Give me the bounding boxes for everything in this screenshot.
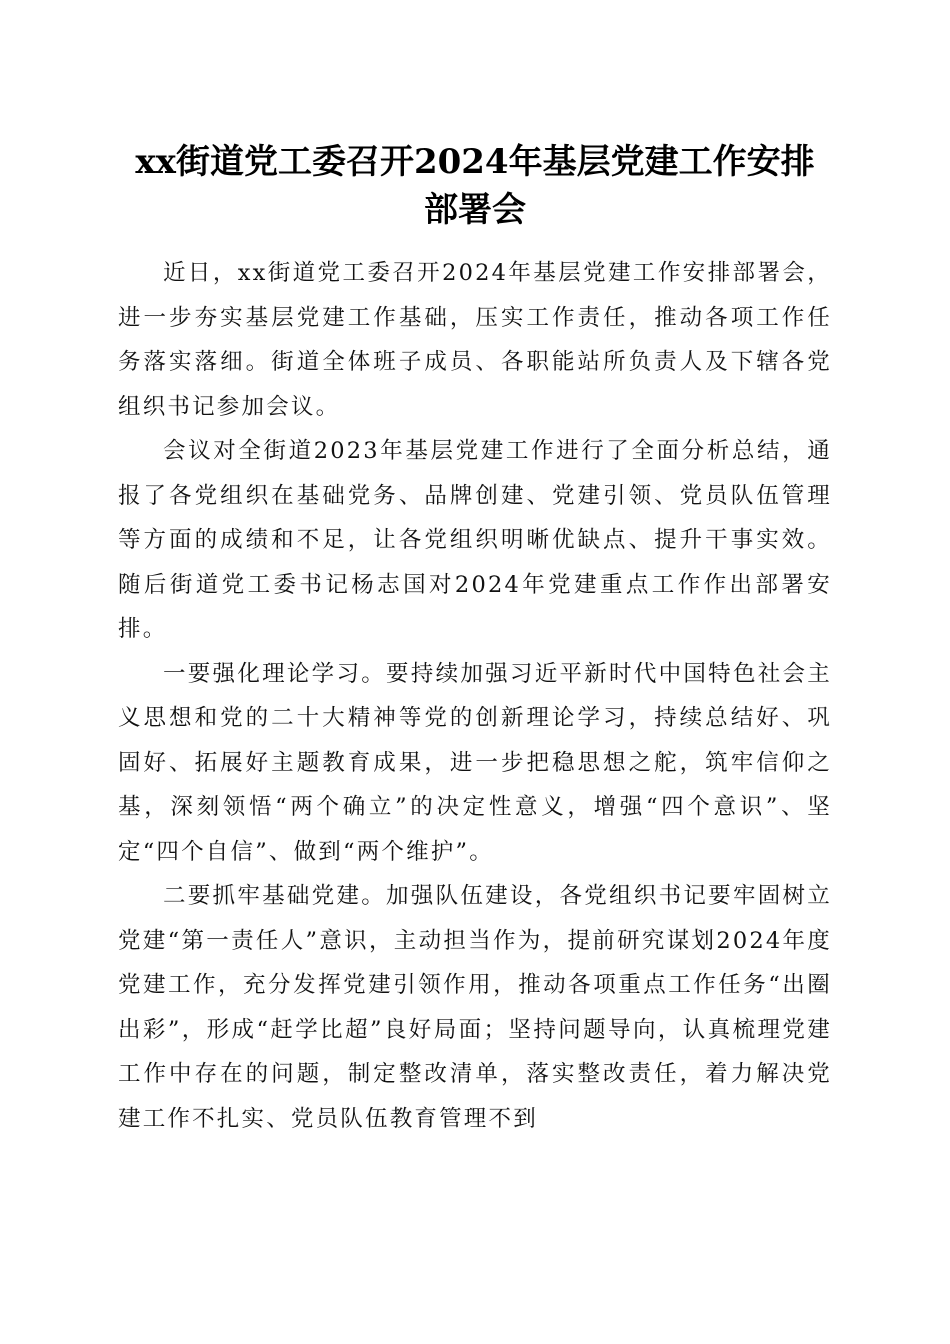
title-line-1: xx街道党工委召开2024年基层党建工作安排	[135, 142, 815, 182]
paragraph-2: 会议对全街道2023年基层党建工作进行了全面分析总结，通报了各党组织在基础党务、品牌创建、党建引领、党员队伍管理等方面的成绩和不足，让各党组织明晰优缺点、提升干事实效。随后街道党工委书记杨志国对2024年党建重点工作作出部署安排。	[118, 438, 832, 642]
document-title	[110, 138, 840, 234]
document-body	[118, 251, 832, 1141]
paragraph-4: 二要抓牢基础党建。加强队伍建设，各党组织书记要牢固树立党建“第一责任人”意识，主动担当作为，提前研究谋划2024年度党建工作，充分发挥党建引领作用，推动各项重点工作任务“出圈出彩”，形成“赶学比超”良好局面；坚持问题导向，认真梳理党建工作中存在的问题，制定整改清单，落实整改责任，着力解决党建工作不扎实、党员队伍教育管理不到	[118, 883, 832, 1132]
title-line-2: 部署会	[424, 190, 526, 230]
paragraph-1: 近日，xx街道党工委召开2024年基层党建工作安排部署会，进一步夯实基层党建工作基础，压实工作责任，推动各项工作任务落实落细。街道全体班子成员、各职能站所负责人及下辖各党组织书记参加会议。	[118, 260, 832, 420]
paragraph-3: 一要强化理论学习。要持续加强习近平新时代中国特色社会主义思想和党的二十大精神等党的创新理论学习，持续总结好、巩固好、拓展好主题教育成果，进一步把稳思想之舵，筑牢信仰之基，深刻领悟“两个确立”的决定性意义，增强“四个意识”、坚定“四个自信”、做到“两个维护”。	[118, 660, 832, 865]
